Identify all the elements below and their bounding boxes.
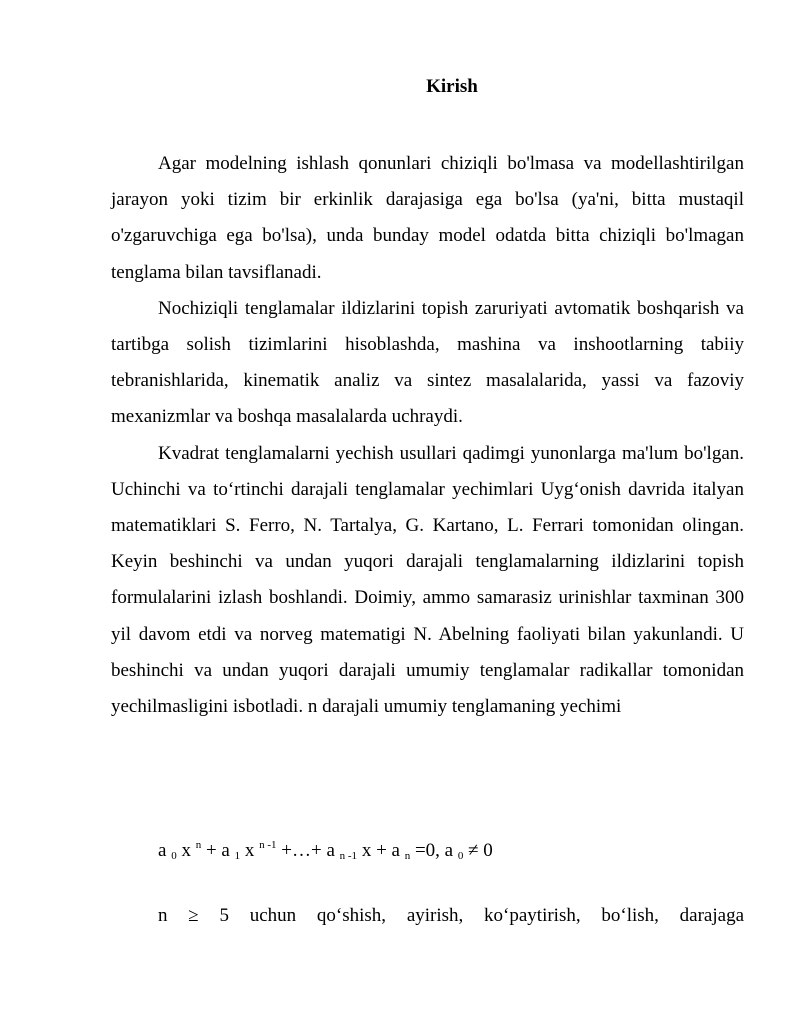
formula-superscript: n (195, 839, 202, 851)
formula-subscript: 1 (234, 850, 241, 862)
formula-subscript: n -1 (339, 850, 358, 862)
page-title: Kirish (426, 76, 478, 97)
paragraph-3: Kvadrat tenglamalarni yechish usullari qadimgi yunonlarga ma'lum bo'lgan. Uchinchi va to‘rtinchi darajali tenglamalar yechimlari Uyg‘onish davrida italyan matematiklari S. Ferro, N. Tartalya, G. Kartano, L. Ferrari tomonidan olingan. Keyin beshinchi va undan yuqori darajali tenglamalarning ildizlarini topish formulalarini izlash boshlandi. Doimiy, ammo samarasiz urinishlar taxminan 300 yil davom etdi va norveg matematigi N. Abelning faoliyati bilan yakunlandi. U beshinchi va undan yuqori darajali umumiy tenglamalar radikallar tomonidan yechilmasligini isbotladi. n darajali umumiy tenglamaning yechimi (111, 442, 744, 718)
formula-term: a (158, 840, 167, 861)
paragraph-1: Agar modelning ishlash qonunlari chiziqli bo'lmasa va modellashtirilgan jarayon yoki tizim bir erkinlik darajasiga ega bo'lsa (ya'ni, bitta mustaqil o'zgaruvchiga ega bo'lsa), unda bunday model odatda bitta chiziqli bo'lmagan tenglama bilan tavsiflanadi. (111, 153, 744, 283)
formula-term: ≠ 0 (468, 840, 493, 861)
formula-subscript: 0 (171, 850, 177, 862)
paragraph-2: Nochiziqli tenglamalar ildizlarini topish zaruriyati avtomatik boshqarish va tartibga solish tizimlarini hisoblashda, mashina va inshootlarning tabiiy tebranishlarida, kinematik analiz va sintez masalalarida, yassi va fazoviy mexanizmlar va boshqa masalalarda uchraydi. (111, 297, 744, 428)
formula-subscript: 0 (457, 850, 464, 862)
formula-term: x + a (361, 840, 400, 861)
formula-superscript: n -1 (259, 839, 277, 851)
formula-term: =0, a (414, 840, 454, 861)
formula-term: x (244, 840, 255, 861)
document-body (111, 146, 744, 725)
polynomial-equation (158, 831, 493, 870)
formula-term: +…+ a (281, 840, 335, 861)
formula-subscript: n (404, 850, 411, 862)
formula-term: x (181, 840, 191, 861)
paragraph-4-start: n ≥ 5 uchun qo‘shish, ayirish, ko‘paytirish, bo‘lish, darajaga (158, 905, 744, 926)
formula-term: + a (205, 840, 230, 861)
